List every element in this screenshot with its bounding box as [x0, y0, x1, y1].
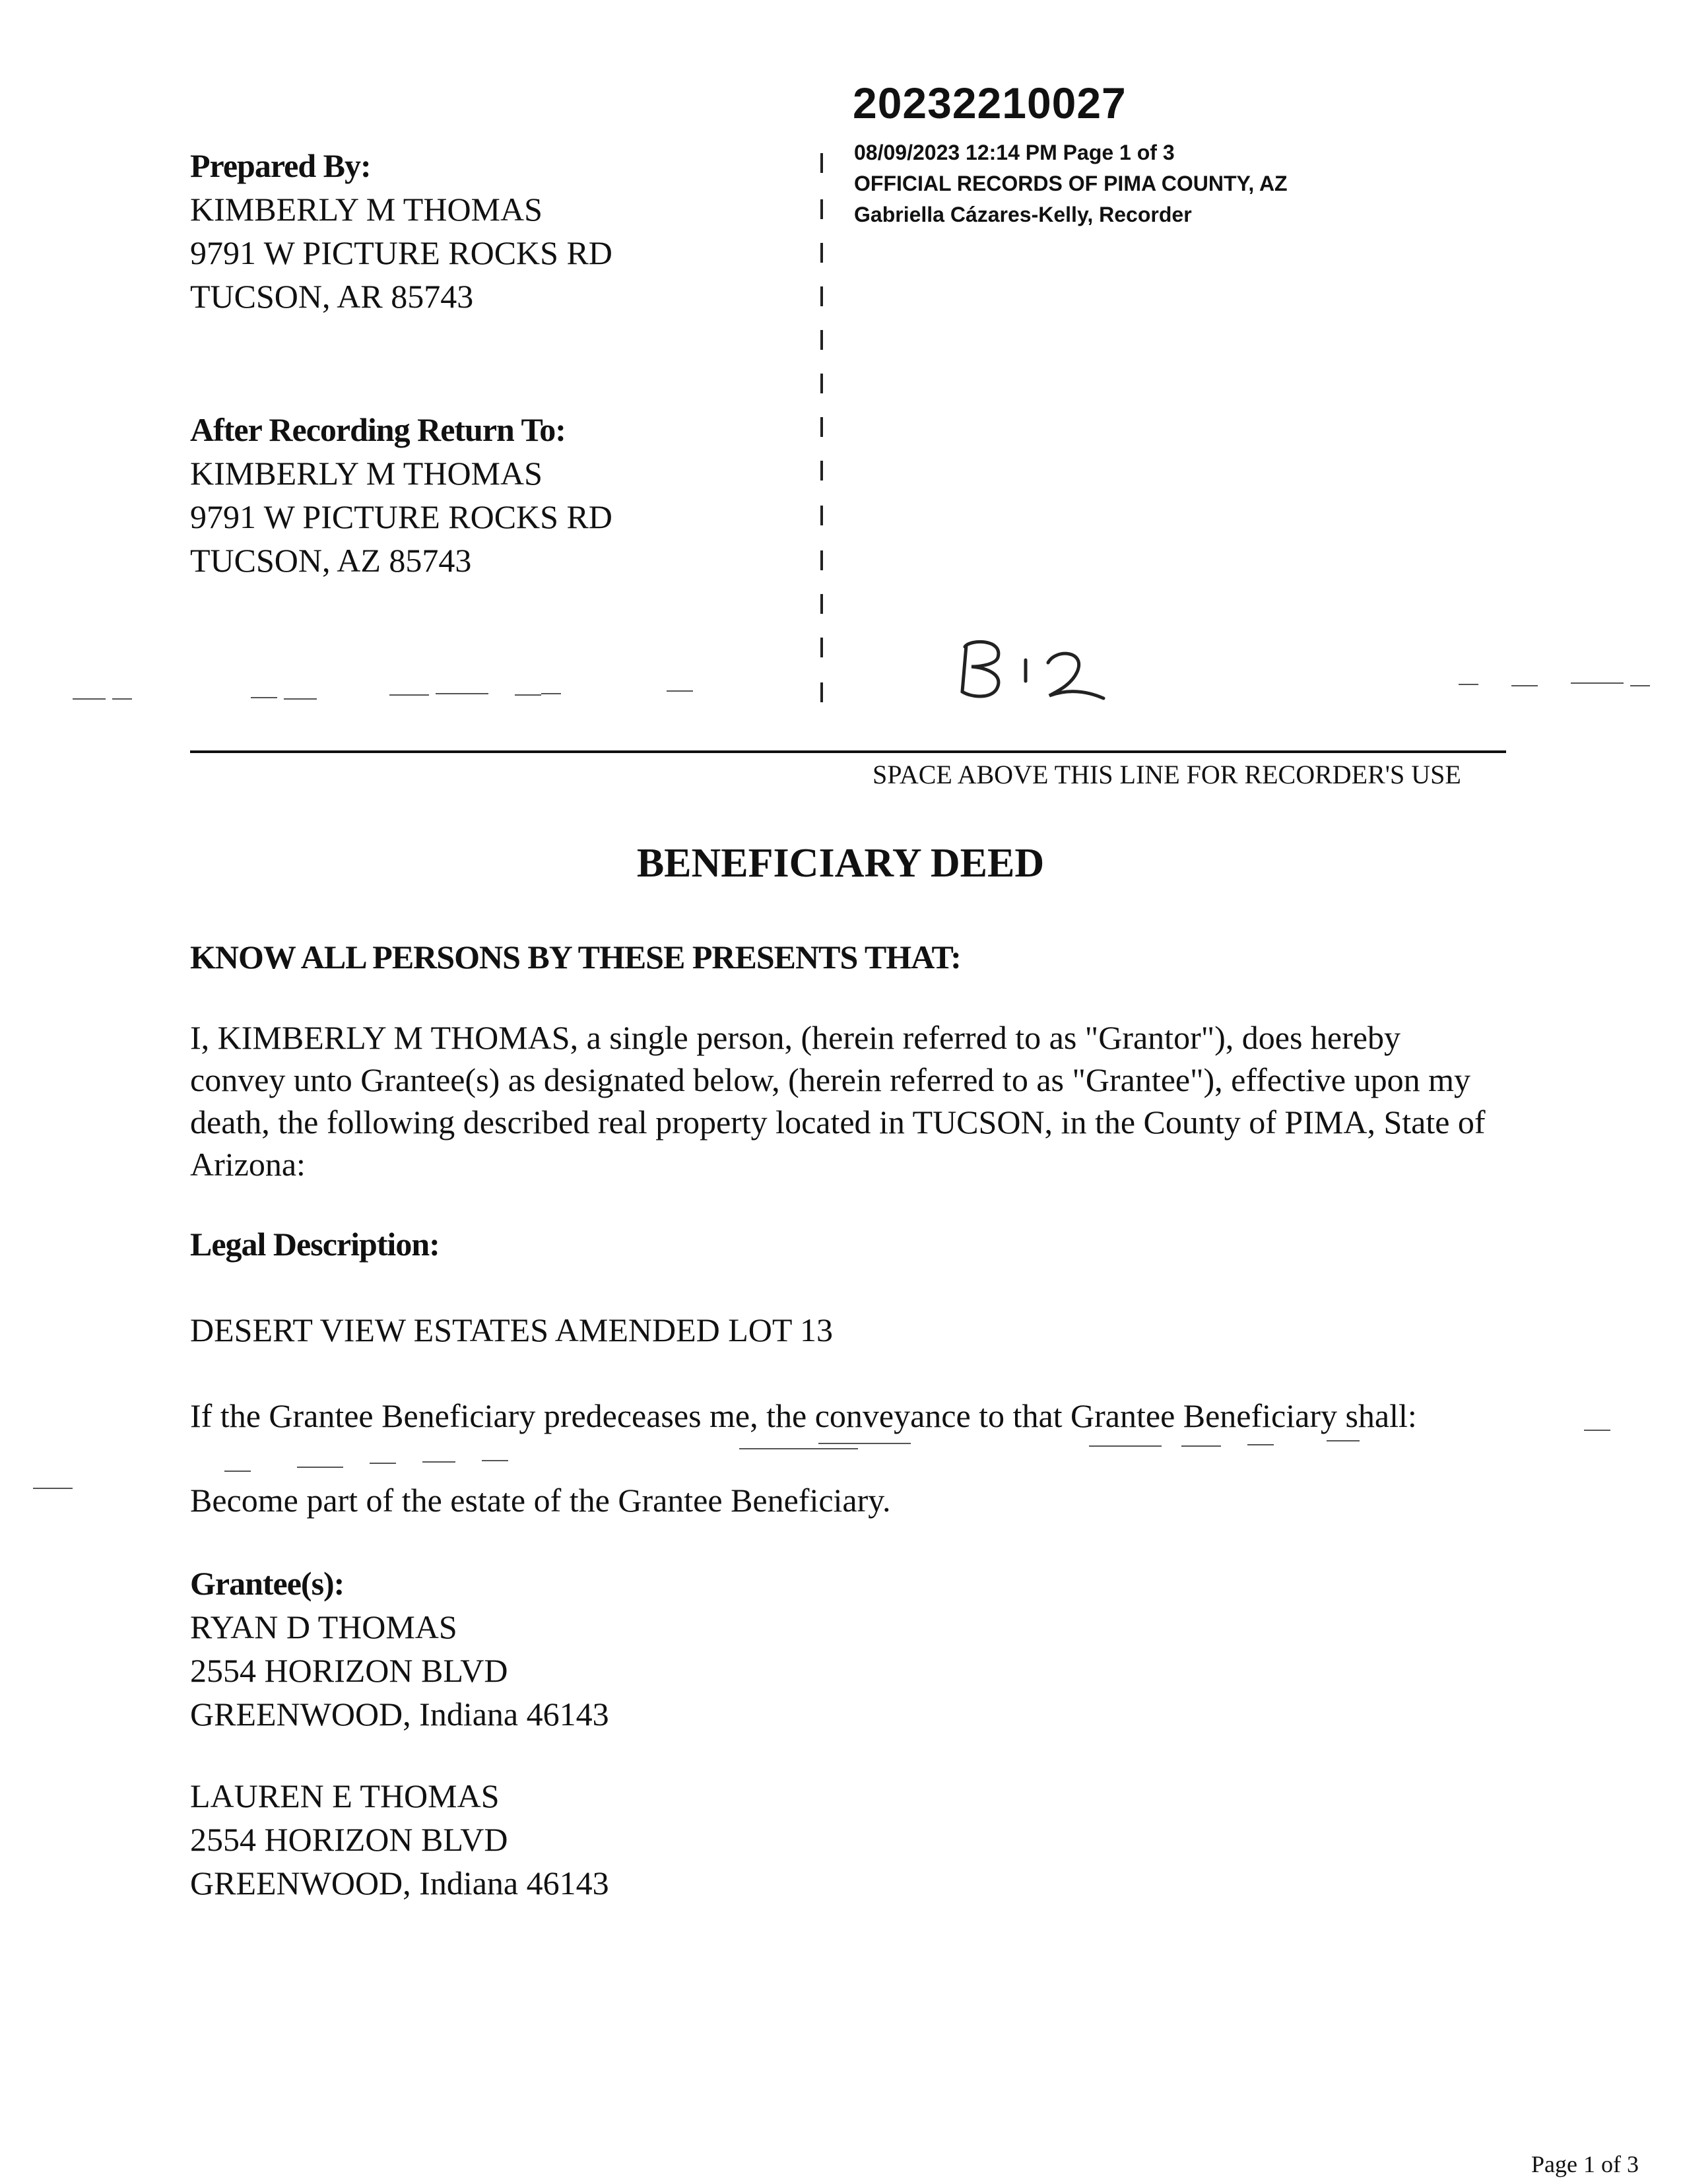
recording-office: OFFICIAL RECORDS OF PIMA COUNTY, AZ: [854, 172, 1288, 195]
recorder-name: Gabriella Cázares-Kelly, Recorder: [854, 203, 1192, 226]
handwritten-note: [957, 634, 1109, 706]
grantee-city: GREENWOOD, Indiana 46143: [190, 1696, 609, 1733]
prepared-by-label: Prepared By:: [190, 147, 371, 184]
grantees-label: Grantee(s):: [190, 1565, 345, 1602]
predecease-clause: If the Grantee Beneficiary predeceases me, the conveyance to that Grantee Beneficiary shall:: [190, 1397, 1417, 1434]
return-to-block: [190, 408, 612, 582]
intro-heading: KNOW ALL PERSONS BY THESE PRESENTS THAT:: [190, 939, 961, 976]
recorder-space-label: SPACE ABOVE THIS LINE FOR RECORDER'S USE: [873, 760, 1461, 789]
grantee-name: RYAN D THOMAS: [190, 1608, 457, 1645]
grantee-city: GREENWOOD, Indiana 46143: [190, 1865, 609, 1902]
legal-description-label: Legal Description:: [190, 1226, 440, 1263]
recording-number: 20232210027: [853, 79, 1127, 127]
footer-page-number: Page 1 of 3: [1531, 2151, 1639, 2177]
return-to-label: After Recording Return To:: [190, 411, 566, 448]
grantee-street: 2554 HORIZON BLVD: [190, 1652, 508, 1689]
grantee-street: 2554 HORIZON BLVD: [190, 1821, 508, 1858]
legal-description-text: DESERT VIEW ESTATES AMENDED LOT 13: [190, 1311, 834, 1348]
grantee-entry: [190, 1774, 609, 1905]
grantee-name: LAUREN E THOMAS: [190, 1777, 500, 1814]
prepared-by-block: [190, 144, 612, 318]
prepared-by-city: TUCSON, AR 85743: [190, 278, 474, 315]
grantee-entry: [190, 1605, 609, 1736]
return-to-name: KIMBERLY M THOMAS: [190, 455, 543, 492]
recorder-use-rule: [190, 750, 1506, 753]
return-to-city: TUCSON, AZ 85743: [190, 542, 472, 579]
document-title: BENEFICIARY DEED: [636, 841, 1045, 886]
return-to-street: 9791 W PICTURE ROCKS RD: [190, 498, 612, 535]
grant-paragraph: I, KIMBERLY M THOMAS, a single person, (herein referred to as "Grantor"), does hereby convey unto Grantee(s) as designated below, (herein referred to as "Grantee"), effective upon my death, the following described real property located in TUCSON, in the County of PIMA, State of Arizona:: [190, 1019, 1486, 1183]
prepared-by-street: 9791 W PICTURE ROCKS RD: [190, 234, 612, 271]
prepared-by-name: KIMBERLY M THOMAS: [190, 191, 543, 228]
grantees-block: [190, 1562, 609, 1905]
predecease-result: Become part of the estate of the Grantee Beneficiary.: [190, 1482, 891, 1519]
recording-datetime: 08/09/2023 12:14 PM Page 1 of 3: [854, 141, 1175, 164]
